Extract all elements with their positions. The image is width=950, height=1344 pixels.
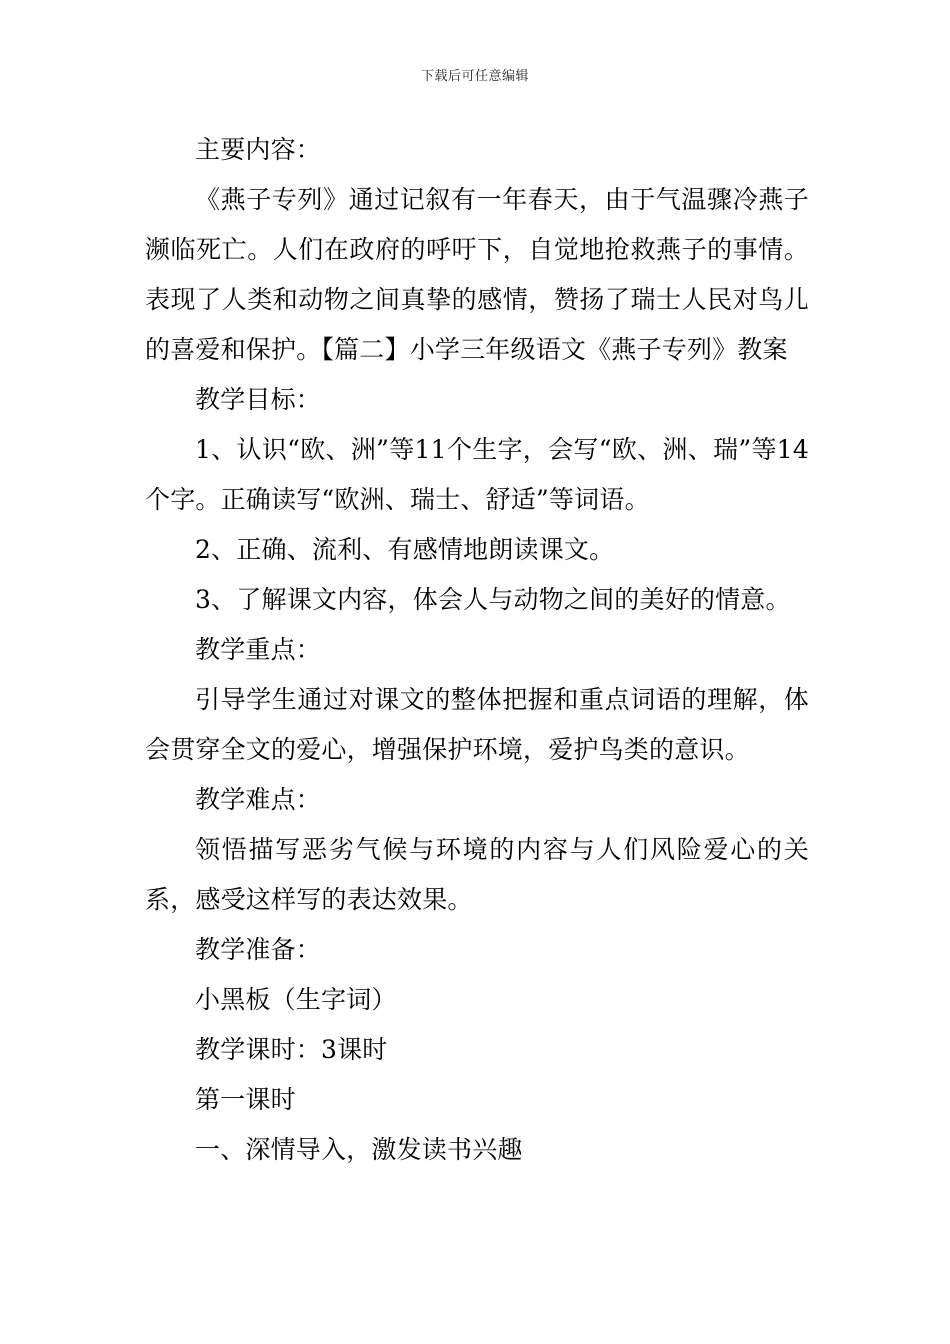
paragraph-objective-2: 2、正确、流利、有感情地朗读课文。 xyxy=(195,535,615,564)
paragraph-difficulties: 领悟描写恶劣气候与环境的内容与人们风险爱心的关系，感受这样写的表达效果。 xyxy=(145,835,809,914)
document-body xyxy=(145,125,809,1175)
paragraph-first-lesson: 第一课时 xyxy=(195,1085,296,1114)
paragraph-key-points-heading: 教学重点： xyxy=(195,635,322,664)
paragraph-objective-3: 3、了解课文内容，体会人与动物之间的美好的情意。 xyxy=(195,585,791,614)
paragraph-main-content-heading: 主要内容： xyxy=(195,135,322,164)
paragraph-key-points: 引导学生通过对课文的整体把握和重点词语的理解，体会贯穿全文的爱心，增强保护环境，爱护鸟类的意识。 xyxy=(145,685,809,764)
paragraph-objective-1: 1、认识“欧、洲”等11个生字，会写“欧、洲、瑞”等14个字。正确读写“欧洲、瑞士、舒适”等词语。 xyxy=(145,435,809,514)
paragraph-step-1: 一、深情导入，激发读书兴趣 xyxy=(195,1135,523,1164)
paragraph-class-hours: 教学课时：3课时 xyxy=(195,1035,388,1064)
paragraph-preparation: 小黑板（生字词） xyxy=(195,985,397,1014)
paragraph-objectives-heading: 教学目标： xyxy=(195,385,322,414)
paragraph-preparation-heading: 教学准备： xyxy=(195,935,322,964)
page-header-note: 下载后可任意编辑 xyxy=(420,69,529,84)
paragraph-difficulties-heading: 教学难点： xyxy=(195,785,322,814)
paragraph-summary: 《燕子专列》通过记叙有一年春天，由于气温骤冷燕子濒临死亡。人们在政府的呼吁下，自觉地抢救燕子的事情。表现了人类和动物之间真挚的感情，赞扬了瑞士人民对鸟儿的喜爱和保护。【篇二】小学三年级语文《燕子专列》教案 xyxy=(145,185,809,364)
